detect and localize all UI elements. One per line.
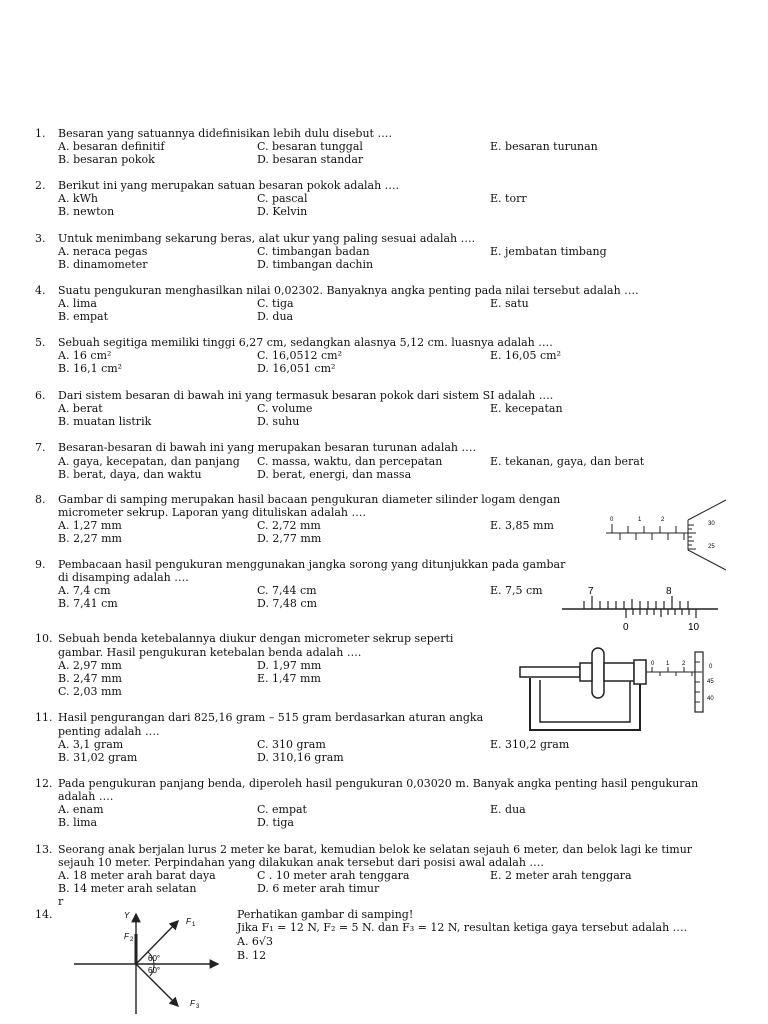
option-b: B. besaran pokok — [58, 153, 155, 166]
option-a: A. 2,97 mm — [58, 659, 122, 672]
question-number: 3. — [35, 232, 46, 245]
question-stem: Suatu pengukuran menghasilkan nilai 0,02302. Banyaknya angka penting pada nilai tersebut adalah …. — [58, 284, 639, 297]
option-e: E. 3,85 mm — [490, 519, 554, 532]
option-b: B. 2,47 mm — [58, 672, 122, 685]
option-e: E. dua — [490, 803, 526, 816]
question-stem: Perhatikan gambar di samping! — [237, 908, 414, 921]
micrometer-figure-q10 — [520, 640, 730, 736]
option-c: C. 310 gram — [257, 738, 326, 751]
option-e: E. 16,05 cm² — [490, 349, 562, 362]
main-scale-label: 8 — [666, 586, 672, 597]
question-stem: Berikut ini yang merupakan satuan besaran pokok adalah …. — [58, 179, 400, 192]
question-stem: penting adalah …. — [58, 725, 160, 738]
option-c: C. besaran tunggal — [257, 140, 363, 153]
option-e: E. besaran turunan — [490, 140, 598, 153]
thimble-scale-label: 0 — [709, 664, 713, 670]
question-stem: adalah …. — [58, 790, 114, 803]
option-d: D. 16,051 cm² — [257, 362, 336, 375]
main-scale-label: 0 — [610, 517, 614, 523]
question-number: 7. — [35, 441, 46, 454]
option-a: A. berat — [58, 402, 103, 415]
thimble-scale-label: 30 — [708, 521, 715, 527]
option-e: E. jembatan timbang — [490, 245, 607, 258]
question-number: 6. — [35, 389, 46, 402]
main-scale-label: 2 — [682, 661, 686, 667]
option-d: D. tiga — [257, 816, 294, 829]
force-label-f3: F — [190, 999, 195, 1008]
option-b: B. lima — [58, 816, 98, 829]
option-a: A. 1,27 mm — [58, 519, 122, 532]
question-stem: Sebuah segitiga memiliki tinggi 6,27 cm, sedangkan alasnya 5,12 cm. luasnya adalah …. — [58, 336, 553, 349]
thimble-scale-label: 25 — [708, 544, 715, 550]
option-a: A. 3,1 gram — [58, 738, 124, 751]
question-stem: Pada pengukuran panjang benda, diperoleh hasil pengukuran 0,03020 m. Banyak angka penting hasil pengukuran — [58, 777, 699, 790]
main-scale-label: 1 — [638, 517, 642, 523]
option-c: C. pascal — [257, 192, 308, 205]
option-b: B. 2,27 mm — [58, 532, 122, 545]
question-number: 13. — [35, 843, 53, 856]
question-stem: sejauh 10 meter. Perpindahan yang dilakukan anak tersebut dari posisi awal adalah …. — [58, 856, 544, 869]
question-stem: Besaran yang satuannya didefinisikan lebih dulu disebut …. — [58, 127, 392, 140]
question-stem: gambar. Hasil pengukuran ketebalan benda adalah …. — [58, 646, 362, 659]
option-d: D. Kelvin — [257, 205, 308, 218]
question-stem: Pembacaan hasil pengukuran menggunakan jangka sorong yang ditunjukkan pada gambar — [58, 558, 566, 571]
option-c: C. massa, waktu, dan percepatan — [257, 455, 443, 468]
option-a: A. 18 meter arah barat daya — [58, 869, 216, 882]
option-c: C . 10 meter arah tenggara — [257, 869, 410, 882]
vernier-scale-label: 0 — [623, 622, 629, 633]
angle-label: 60° — [148, 954, 161, 963]
question-number: 8. — [35, 493, 46, 506]
option-a: A. gaya, kecepatan, dan panjang — [58, 455, 240, 468]
option-b: B. empat — [58, 310, 109, 323]
option-a: A. enam — [58, 803, 104, 816]
question-number: 2. — [35, 179, 46, 192]
option-b: B. 12 — [237, 949, 267, 962]
option-c: C. 16,0512 cm² — [257, 349, 343, 362]
question-stem: Gambar di samping merupakan hasil bacaan pengukuran diameter silinder logam dengan — [58, 493, 561, 506]
question-stem: micrometer sekrup. Laporan yang dituliskan adalah …. — [58, 506, 366, 519]
option-d: D. besaran standar — [257, 153, 364, 166]
question-stem: Dari sistem besaran di bawah ini yang termasuk besaran pokok dari sistem SI adalah …. — [58, 389, 554, 402]
option-a: A. 6√3 — [237, 935, 273, 948]
option-c: C. 2,03 mm — [58, 685, 122, 698]
question-number: 11. — [35, 711, 53, 724]
question-stem: Seorang anak berjalan lurus 2 meter ke barat, kemudian belok ke selatan sejauh 6 meter, dan belok lagi ke timur — [58, 843, 693, 856]
option-a: A. 7,4 cm — [58, 584, 111, 597]
option-d: D. 7,48 cm — [257, 597, 318, 610]
vernier-scale-label: 10 — [688, 622, 700, 633]
option-d: D. berat, energi, dan massa — [257, 468, 412, 481]
question-stem: Sebuah benda ketebalannya diukur dengan micrometer sekrup seperti — [58, 632, 454, 645]
question-stem: Untuk menimbang sekarung beras, alat ukur yang paling sesuai adalah …. — [58, 232, 476, 245]
option-e: E. 2 meter arah tenggara — [490, 869, 632, 882]
option-d: D. timbangan dachin — [257, 258, 374, 271]
option-c: C. timbangan badan — [257, 245, 370, 258]
option-e: E. 7,5 cm — [490, 584, 543, 597]
option-b: B. 16,1 cm² — [58, 362, 123, 375]
option-d: D. 1,97 mm — [257, 659, 322, 672]
option-c: C. empat — [257, 803, 307, 816]
question-number: 4. — [35, 284, 46, 297]
question-stem: Jika F₁ = 12 N, F₂ = 5 N. dan F₃ = 12 N, resultan ketiga gaya tersebut adalah …. — [237, 921, 688, 934]
option-d: D. 310,16 gram — [257, 751, 344, 764]
option-d: D. 6 meter arah timur — [257, 882, 380, 895]
main-scale-label: 7 — [588, 586, 594, 597]
micrometer-figure-q8 — [598, 490, 738, 570]
main-scale-label: 1 — [666, 661, 670, 667]
option-e: E. torr — [490, 192, 527, 205]
option-a: A. 16 cm² — [58, 349, 112, 362]
question-number: 9. — [35, 558, 46, 571]
option-c: C. tiga — [257, 297, 294, 310]
main-scale-label: 2 — [661, 517, 665, 523]
option-b: B. berat, daya, dan waktu — [58, 468, 202, 481]
thimble-scale-label: 40 — [707, 696, 714, 702]
question-number: 10. — [35, 632, 53, 645]
option-a: A. besaran definitif — [58, 140, 165, 153]
option-b: B. 14 meter arah selatan — [58, 882, 197, 895]
question-number: 14. — [35, 908, 53, 921]
force-label-f2: F — [124, 932, 129, 941]
option-e: E. tekanan, gaya, dan berat — [490, 455, 645, 468]
option-a: A. kWh — [58, 192, 98, 205]
option-d: D. dua — [257, 310, 294, 323]
angle-label: 60° — [148, 966, 161, 975]
option-b: B. 7,41 cm — [58, 597, 118, 610]
force-label-f1-subscript: 1 — [192, 922, 196, 928]
question-number: 12. — [35, 777, 53, 790]
thimble-scale-label: 45 — [707, 679, 714, 685]
question-stem: Besaran-besaran di bawah ini yang merupakan besaran turunan adalah …. — [58, 441, 477, 454]
force-label-f3-subscript: 3 — [196, 1004, 200, 1010]
option-a: A. neraca pegas — [58, 245, 148, 258]
option-a: A. lima — [58, 297, 97, 310]
main-scale-label: 0 — [651, 661, 655, 667]
force-label-f2-subscript: 2 — [130, 937, 134, 943]
option-b: B. newton — [58, 205, 115, 218]
option-b: B. 31,02 gram — [58, 751, 138, 764]
option-d: D. 2,77 mm — [257, 532, 322, 545]
force-diagram-q14 — [68, 906, 228, 1018]
option-e: E. satu — [490, 297, 529, 310]
option-c: C. volume — [257, 402, 313, 415]
option-b: B. muatan listrik — [58, 415, 152, 428]
option-e: E. kecepatan — [490, 402, 563, 415]
axis-label-y: Y — [124, 911, 130, 920]
question-stem: Hasil pengurangan dari 825,16 gram – 515 gram berdasarkan aturan angka — [58, 711, 484, 724]
question-stem: di disamping adalah …. — [58, 571, 189, 584]
option-b: B. dinamometer — [58, 258, 148, 271]
question-number: 5. — [35, 336, 46, 349]
stray-character: r — [58, 895, 64, 908]
option-e: E. 1,47 mm — [257, 672, 321, 685]
option-c: C. 2,72 mm — [257, 519, 321, 532]
question-number: 1. — [35, 127, 46, 140]
force-label-f1: F — [186, 917, 191, 926]
option-c: C. 7,44 cm — [257, 584, 317, 597]
vernier-caliper-figure-q9 — [560, 582, 720, 634]
option-e: E. 310,2 gram — [490, 738, 570, 751]
option-d: D. suhu — [257, 415, 300, 428]
